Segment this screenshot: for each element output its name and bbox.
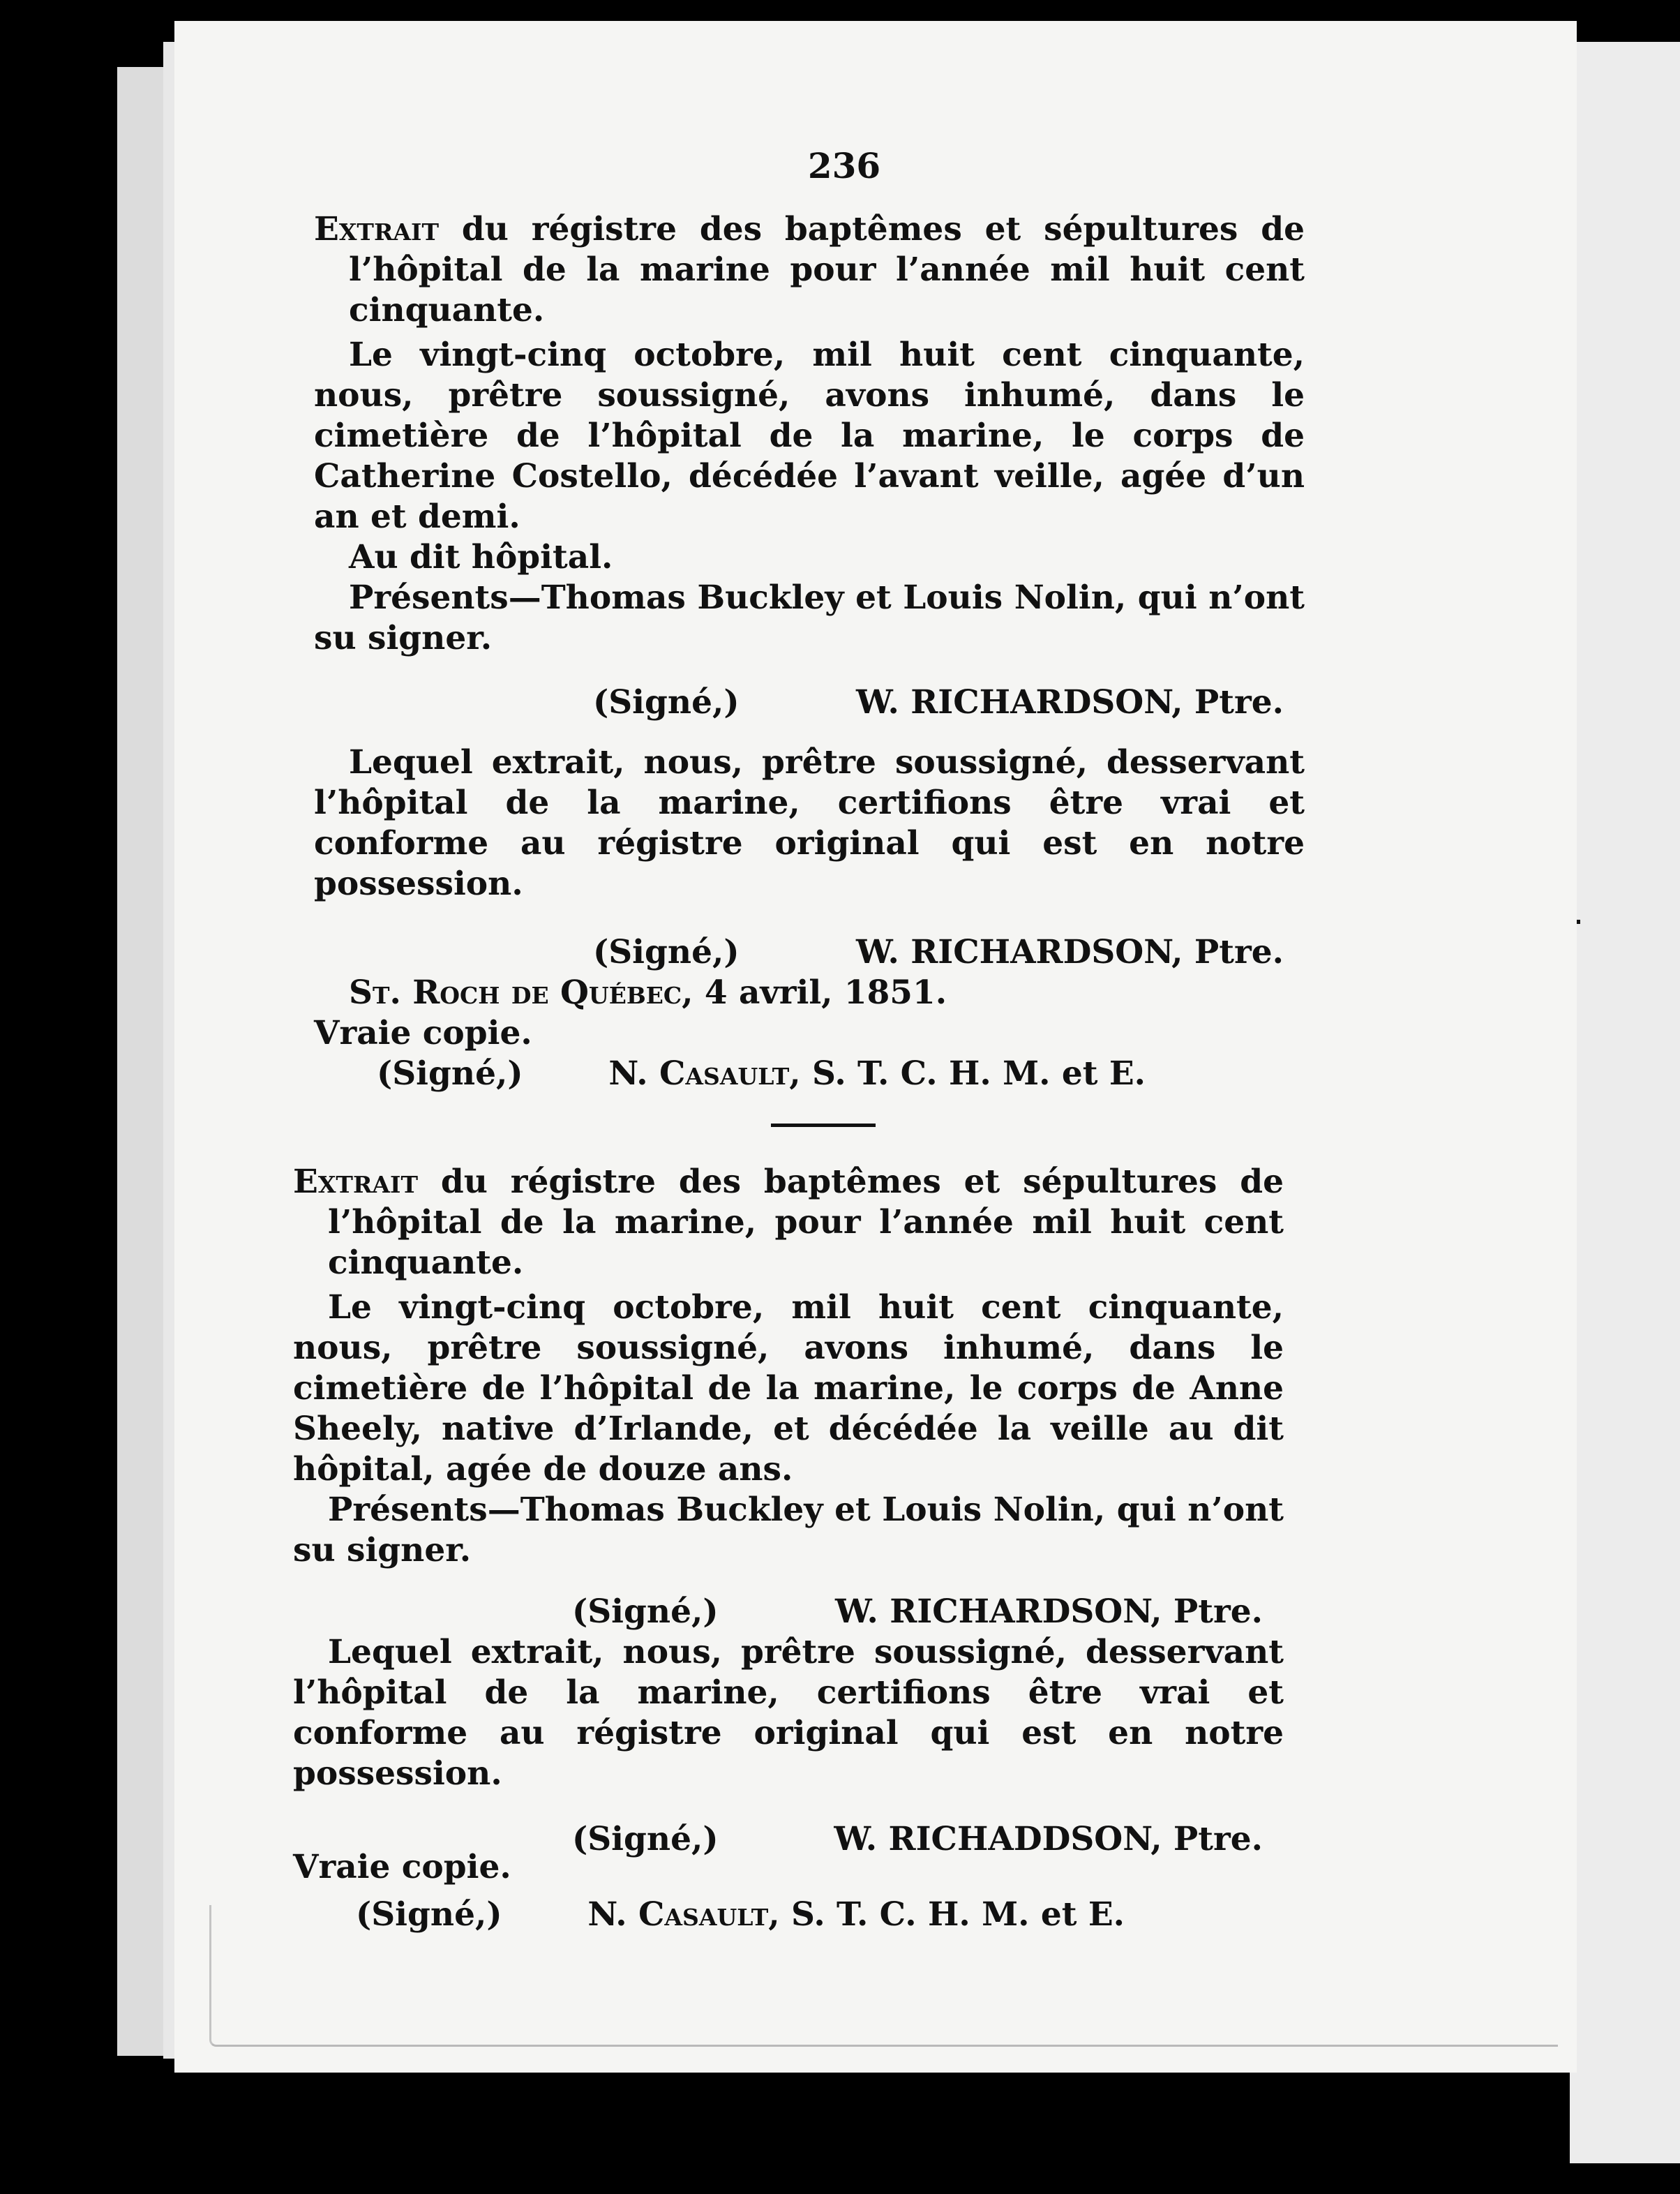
signature-name: W. RICHARDSON, Ptre. bbox=[835, 1592, 1263, 1631]
signature-label: (Signé,) bbox=[593, 933, 740, 971]
signature-name-smallcaps: Casault, bbox=[638, 1895, 780, 1934]
entry-1-heading-smallcaps: Extrait bbox=[314, 210, 440, 248]
signature-label: (Signé,) bbox=[572, 1820, 719, 1858]
entry-1-signature-2 bbox=[314, 932, 1305, 973]
entry-1-copy-label: Vraie copie. bbox=[314, 1014, 532, 1052]
signature-name: W. RICHARDSON, Ptre. bbox=[856, 683, 1284, 722]
place-smallcaps: St. Roch de Québec, bbox=[349, 973, 693, 1012]
date-text: 4 avril, 1851. bbox=[693, 973, 947, 1012]
entry-2-heading bbox=[293, 1162, 1284, 1283]
entry-1-place: Au dit hôpital. bbox=[349, 538, 613, 576]
page-number: 236 bbox=[807, 145, 881, 186]
entry-1-heading bbox=[314, 209, 1305, 331]
entry-2-copy-label: Vraie copie. bbox=[293, 1848, 511, 1886]
entry-1-signature-1 bbox=[314, 682, 1305, 723]
entry-1-witnesses: Présents—Thomas Buckley et Louis Nolin, qui n’ont su signer. bbox=[314, 579, 1305, 657]
facing-page-edge bbox=[1570, 42, 1680, 2163]
entry-1-certification: Lequel extrait, nous, prêtre soussigné, desservant l’hôpital de la marine, certifions être vrai et conforme au régistre original qui est en notre possession. bbox=[314, 743, 1305, 903]
entry-2 bbox=[293, 1162, 1284, 1935]
entry-2-signature-1 bbox=[293, 1592, 1284, 1632]
entry-2-signature-3 bbox=[293, 1895, 1284, 1935]
entry-1-place-date bbox=[314, 973, 1305, 1013]
entry-1-heading-text: du régistre des baptêmes et sépultures de l’hôpital de la marine pour l’année mil huit cent cinquante. bbox=[349, 210, 1305, 329]
signature-initial: N. bbox=[587, 1895, 639, 1934]
entry-2-witnesses: Présents—Thomas Buckley et Louis Nolin, qui n’ont su signer. bbox=[293, 1491, 1284, 1569]
signature-name: W. RICHARDSON, Ptre. bbox=[856, 933, 1284, 971]
signature-label: (Signé,) bbox=[572, 1592, 719, 1631]
entry-2-heading-smallcaps: Extrait bbox=[293, 1163, 419, 1201]
entry-1-signature-3 bbox=[314, 1054, 1305, 1094]
signature-name-smallcaps: Casault, bbox=[659, 1054, 801, 1093]
entry-2-heading-text: du régistre des baptêmes et sépultures de l’hôpital de la marine, pour l’année mil huit cent cinquante. bbox=[328, 1163, 1284, 1282]
signature-title: S. T. C. H. M. et E. bbox=[800, 1054, 1146, 1093]
section-divider-rule bbox=[771, 1124, 876, 1127]
signature-initial: N. bbox=[608, 1054, 660, 1093]
entry-1-body: Le vingt-cinq octobre, mil huit cent cinquante, nous, prêtre soussigné, avons inhumé, dans le cimetière de l’hôpital de la marine, le corps de Catherine Costello, décédée l’avant veille, agée d’un an et demi. bbox=[314, 336, 1305, 536]
signature-label: (Signé,) bbox=[356, 1895, 502, 1934]
signature-label: (Signé,) bbox=[593, 683, 740, 722]
signature-label: (Signé,) bbox=[377, 1054, 523, 1093]
entry-2-certification: Lequel extrait, nous, prêtre soussigné, desservant l’hôpital de la marine, certifions être vrai et conforme au régistre original qui est en notre possession. bbox=[293, 1633, 1284, 1793]
signature-title: S. T. C. H. M. et E. bbox=[779, 1895, 1125, 1934]
signature-name: W. RICHADDSON, Ptre. bbox=[834, 1820, 1263, 1858]
entry-2-body: Le vingt-cinq octobre, mil huit cent cinquante, nous, prêtre soussigné, avons inhumé, dans le cimetière de l’hôpital de la marine, le corps de Anne Sheely, native d’Irlande, et décédée la veille au dit hôpital, agée de douze ans. bbox=[293, 1288, 1284, 1488]
entry-1 bbox=[314, 209, 1305, 1094]
